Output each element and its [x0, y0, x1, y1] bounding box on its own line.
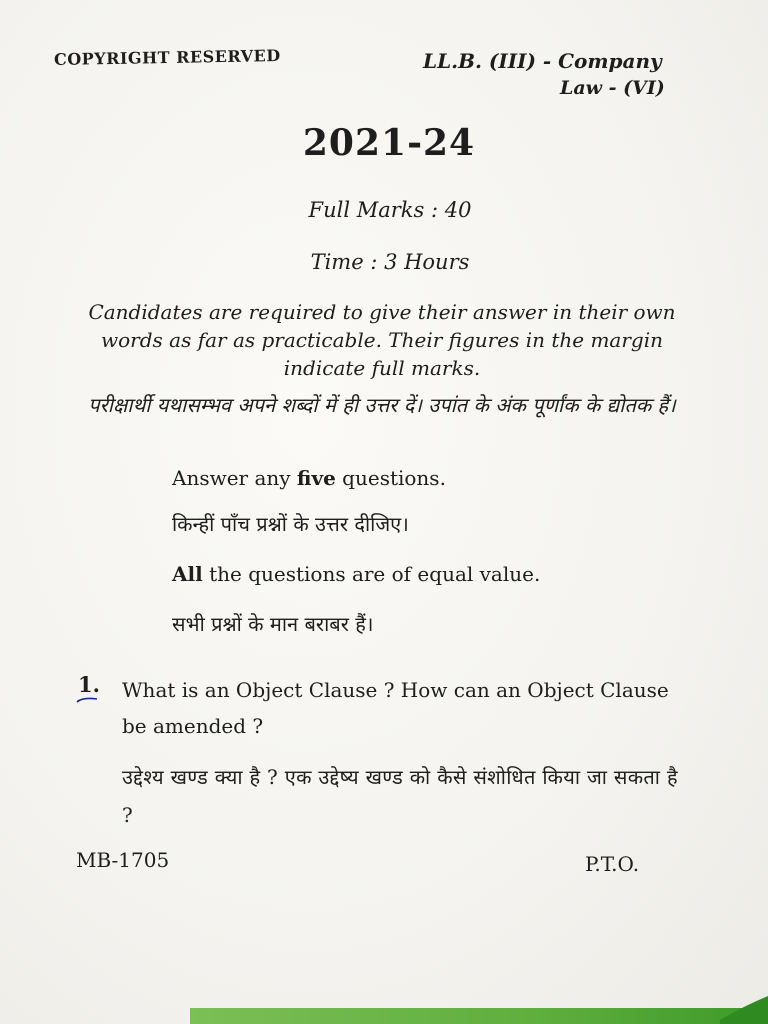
pen-mark-icon: [76, 697, 98, 703]
paper-code: MB-1705: [76, 848, 170, 872]
equal-rest: the questions are of equal value.: [202, 562, 541, 586]
please-turn-over: P.T.O.: [585, 852, 640, 876]
answer-instruction: [172, 466, 446, 490]
full-marks: Full Marks : 40: [308, 198, 472, 222]
answer-suffix: questions.: [335, 466, 446, 490]
green-background-strip: [190, 1008, 768, 1024]
equal-value-instruction-hindi: सभी प्रश्नों के मान बराबर हैं।: [172, 612, 374, 636]
answer-prefix: Answer any: [172, 466, 297, 490]
question-number: 1.: [78, 672, 100, 697]
course-title-line1: LL.B. (III) - Company: [423, 49, 662, 73]
copyright-notice: COPYRIGHT RESERVED: [53, 46, 281, 69]
answer-instruction-hindi: किन्हीं पाँच प्रश्नों के उत्तर दीजिए।: [172, 512, 409, 536]
green-corner-shape: [720, 990, 768, 1024]
time-allowed: Time : 3 Hours: [310, 250, 470, 274]
exam-year: 2021-24: [302, 122, 476, 164]
answer-count: five: [296, 466, 336, 490]
question-text-english: What is an Object Clause ? How can an Object Clause be amended ?: [122, 678, 669, 738]
instructions-hindi: परीक्षार्थी यथासम्भव अपने शब्दों में ही उत्तर दें। उपांत के अंक पूर्णांक के द्योतक हैं।: [88, 393, 676, 417]
equal-all: All: [172, 562, 203, 586]
equal-value-instruction: [172, 562, 540, 586]
question-text-hindi: उद्देश्य खण्ड क्या है ? एक उद्देष्य खण्ड को कैसे संशोधित किया जा सकता है ?: [122, 765, 678, 827]
instructions-english: Candidates are required to give their answer in their own words as far as practicable. Their figures in the margin indicate full marks.: [88, 300, 676, 380]
course-title-line2: Law - (VI): [560, 77, 665, 99]
